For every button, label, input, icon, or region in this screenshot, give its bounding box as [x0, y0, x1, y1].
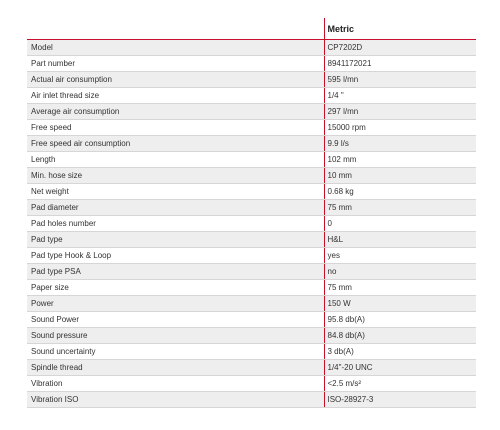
spec-label: Vibration [27, 376, 324, 392]
spec-value: 1/4"-20 UNC [324, 360, 476, 376]
table-row [27, 120, 476, 136]
spec-label: Free speed [27, 120, 324, 136]
spec-label: Free speed air consumption [27, 136, 324, 152]
spec-value: 75 mm [324, 280, 476, 296]
spec-value: CP7202D [324, 40, 476, 56]
spec-value: 75 mm [324, 200, 476, 216]
table-row [27, 312, 476, 328]
table-row [27, 248, 476, 264]
table-row [27, 360, 476, 376]
spec-value: 8941172021 [324, 56, 476, 72]
table-row [27, 56, 476, 72]
spec-value: 102 mm [324, 152, 476, 168]
table-row [27, 328, 476, 344]
spec-value: 297 l/mn [324, 104, 476, 120]
spec-value: 3 db(A) [324, 344, 476, 360]
table-header-row [27, 18, 476, 40]
spec-value: 0 [324, 216, 476, 232]
spec-label: Part number [27, 56, 324, 72]
spec-label: Sound uncertainty [27, 344, 324, 360]
spec-label: Pad type PSA [27, 264, 324, 280]
table-row [27, 376, 476, 392]
table-row [27, 152, 476, 168]
spec-value: 150 W [324, 296, 476, 312]
spec-label: Vibration ISO [27, 392, 324, 408]
spec-value: 1/4 " [324, 88, 476, 104]
specifications-table [27, 18, 476, 408]
table-row [27, 72, 476, 88]
spec-label: Pad type Hook & Loop [27, 248, 324, 264]
spec-value: 0.68 kg [324, 184, 476, 200]
spec-label: Actual air consumption [27, 72, 324, 88]
table-row [27, 232, 476, 248]
spec-label: Paper size [27, 280, 324, 296]
label-column-header [27, 18, 324, 40]
spec-value: H&L [324, 232, 476, 248]
spec-label: Air inlet thread size [27, 88, 324, 104]
spec-label: Power [27, 296, 324, 312]
table-row [27, 344, 476, 360]
table-row [27, 184, 476, 200]
table-row [27, 40, 476, 56]
spec-label: Average air consumption [27, 104, 324, 120]
spec-label: Pad diameter [27, 200, 324, 216]
spec-label: Sound pressure [27, 328, 324, 344]
spec-label: Pad type [27, 232, 324, 248]
spec-label: Model [27, 40, 324, 56]
spec-label: Sound Power [27, 312, 324, 328]
spec-value: yes [324, 248, 476, 264]
table-row [27, 104, 476, 120]
table-row [27, 264, 476, 280]
table-row [27, 216, 476, 232]
table-row [27, 392, 476, 408]
table-row [27, 296, 476, 312]
spec-label: Length [27, 152, 324, 168]
spec-label: Pad holes number [27, 216, 324, 232]
table-row [27, 168, 476, 184]
table-row [27, 88, 476, 104]
spec-value: 9.9 l/s [324, 136, 476, 152]
metric-column-header: Metric [324, 18, 476, 40]
spec-value: 95.8 db(A) [324, 312, 476, 328]
spec-label: Min. hose size [27, 168, 324, 184]
spec-value: 15000 rpm [324, 120, 476, 136]
spec-label: Net weight [27, 184, 324, 200]
spec-value: no [324, 264, 476, 280]
table-row [27, 280, 476, 296]
spec-rows [27, 40, 476, 408]
spec-value: 84.8 db(A) [324, 328, 476, 344]
spec-value: 10 mm [324, 168, 476, 184]
spec-label: Spindle thread [27, 360, 324, 376]
table-row [27, 136, 476, 152]
spec-value: ISO-28927-3 [324, 392, 476, 408]
spec-value: <2.5 m/s² [324, 376, 476, 392]
spec-value: 595 l/mn [324, 72, 476, 88]
table-row [27, 200, 476, 216]
